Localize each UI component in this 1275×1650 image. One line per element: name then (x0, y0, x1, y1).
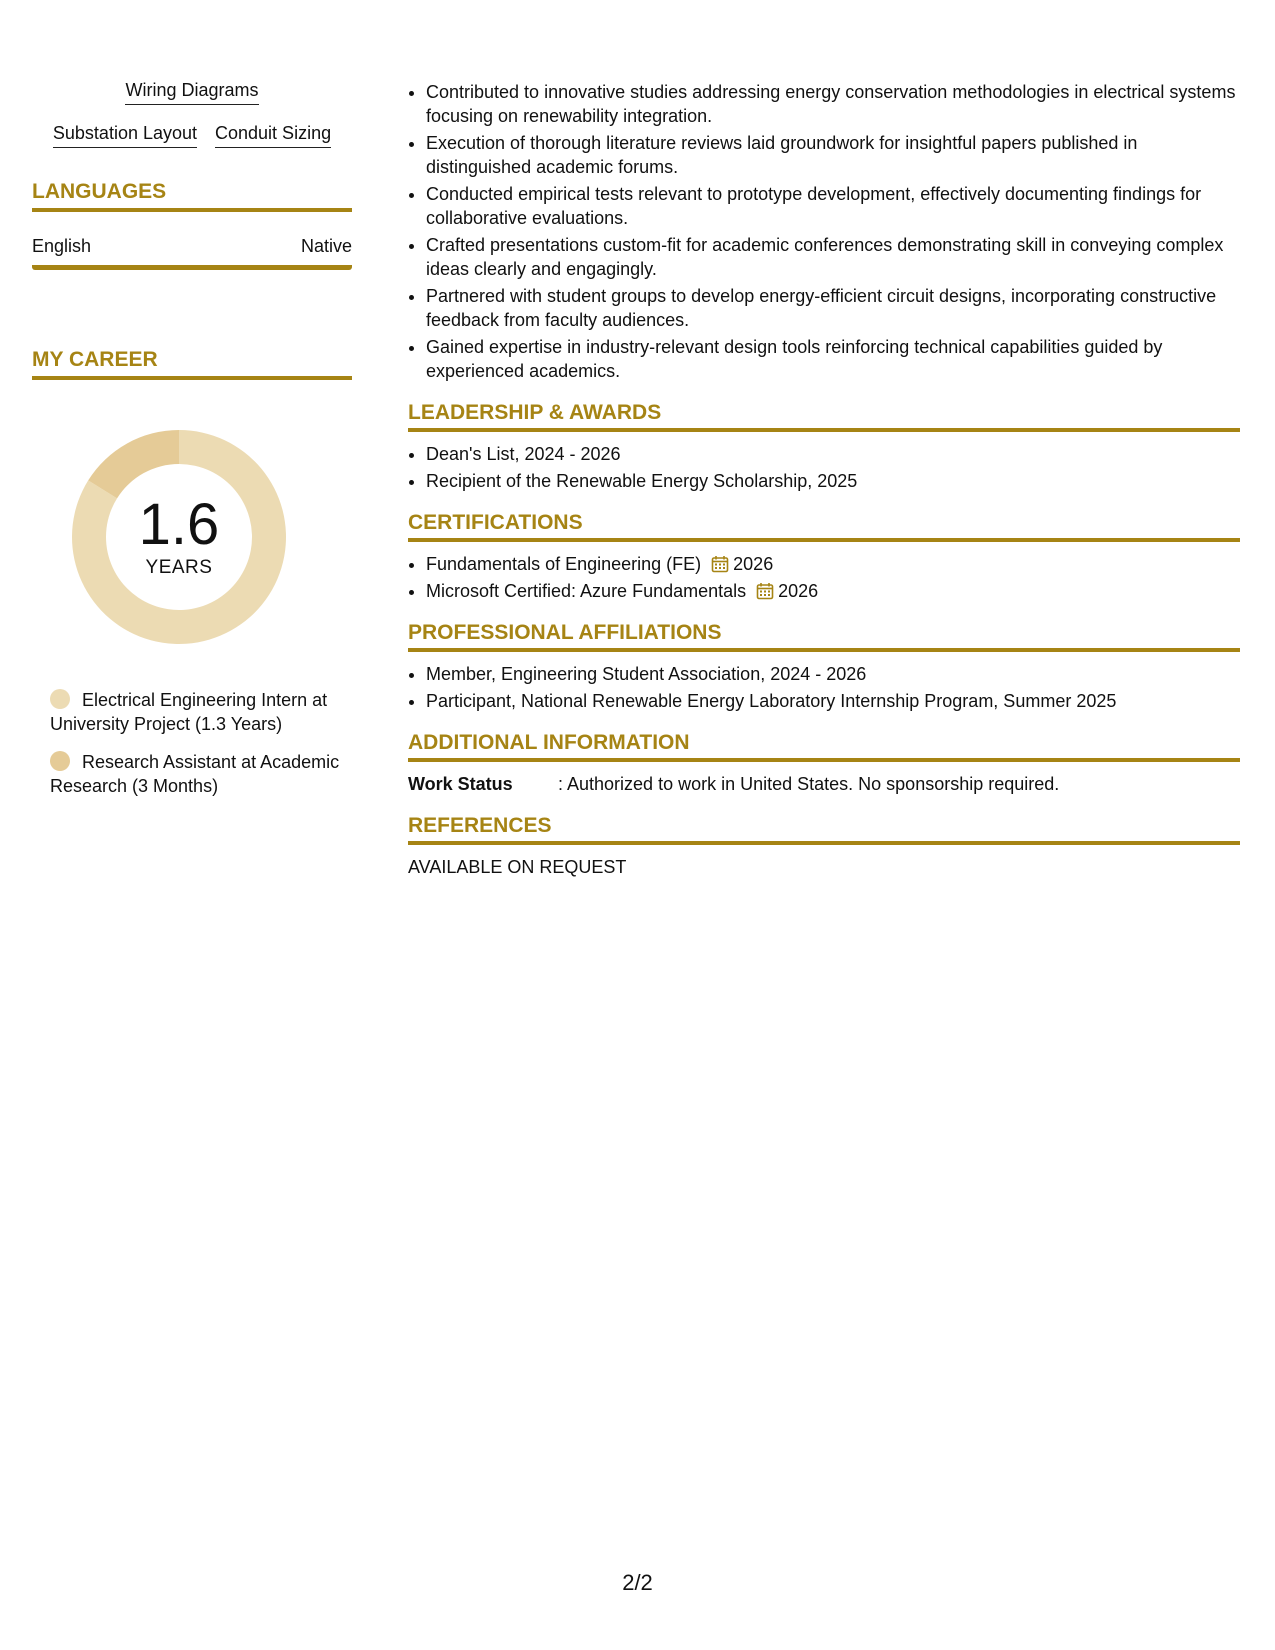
page-number: 2/2 (622, 1570, 653, 1595)
experience-bullet: • Conducted empirical tests relevant to prototype development, effectively documenting findings for collaborative evaluations. (426, 182, 1240, 230)
affiliations-list (408, 662, 1240, 713)
right-column (408, 80, 1240, 879)
affiliations-section (408, 621, 1240, 713)
experience-bullet: • Crafted presentations custom-fit for academic conferences demonstrating skill in conveying complex ideas clearly and engagingly. (426, 233, 1240, 281)
references-text: AVAILABLE ON REQUEST (408, 857, 627, 877)
skills-row (32, 78, 352, 105)
legend-label: Research Assistant at Academic Research (3 Months) (50, 752, 340, 796)
experience-bullet: • Contributed to innovative studies addressing energy conservation methodologies in electrical systems focusing on renewability integration. (426, 80, 1240, 128)
leadership-section (408, 401, 1240, 493)
career-total-value: 1.6 (138, 492, 220, 557)
additional-info-section (408, 731, 1240, 796)
experience-bullet: • Partnered with student groups to develop energy-efficient circuit designs, incorporating constructive feedback from faculty audiences. (426, 284, 1240, 332)
donut-center (66, 424, 292, 650)
certification-name: Microsoft Certified: Azure Fundamentals (426, 581, 747, 601)
certifications-section (408, 511, 1240, 603)
career-total-unit: YEARS (145, 557, 213, 578)
affiliation-item: • Member, Engineering Student Association, 2024 - 2026 (426, 662, 1240, 686)
additional-info-heading: ADDITIONAL INFORMATION (408, 731, 1240, 762)
certifications-list (408, 552, 1240, 603)
leadership-item: • Dean's List, 2024 - 2026 (426, 442, 1240, 466)
skill-tag: Wiring Diagrams (125, 78, 258, 105)
legend-label: Electrical Engineering Intern at University Project (1.3 Years) (50, 690, 328, 734)
skill-tag: Substation Layout (53, 121, 197, 148)
info-label: Work Status (408, 774, 513, 794)
experience-bullet: • Execution of thorough literature reviews laid groundwork for insightful papers published in distinguished academic forums. (426, 131, 1240, 179)
career-section (32, 348, 352, 798)
calendar-icon (711, 555, 729, 573)
experience-bullets (408, 80, 1240, 383)
skills-block (32, 78, 352, 148)
certification-item (426, 579, 1240, 603)
certifications-heading: CERTIFICATIONS (408, 511, 1240, 542)
languages-section (32, 180, 352, 270)
language-row (32, 236, 352, 270)
calendar-icon (756, 582, 774, 600)
left-column (32, 78, 352, 812)
certification-year: 2026 (733, 554, 774, 574)
certification-item (426, 552, 1240, 576)
skills-row (32, 121, 352, 148)
leadership-item: • Recipient of the Renewable Energy Scholarship, 2025 (426, 469, 1240, 493)
career-donut-chart (66, 424, 292, 650)
career-legend (50, 688, 340, 798)
leadership-list (408, 442, 1240, 493)
leadership-heading: LEADERSHIP & AWARDS (408, 401, 1240, 432)
legend-dot (50, 689, 70, 709)
info-row (408, 772, 1240, 796)
languages-heading: LANGUAGES (32, 180, 352, 212)
skill-tag: Conduit Sizing (215, 121, 331, 148)
affiliations-heading: PROFESSIONAL AFFILIATIONS (408, 621, 1240, 652)
legend-item (50, 688, 340, 736)
references-section (408, 814, 1240, 879)
info-value: : Authorized to work in United States. No sponsorship required. (558, 774, 1060, 794)
legend-item (50, 750, 340, 798)
experience-bullet: • Gained expertise in industry-relevant design tools reinforcing technical capabilities guided by experienced academics. (426, 335, 1240, 383)
career-heading: MY CAREER (32, 348, 352, 380)
legend-dot (50, 751, 70, 771)
affiliation-item: • Participant, National Renewable Energy Laboratory Internship Program, Summer 2025 (426, 689, 1240, 713)
language-level: Native (300, 236, 352, 256)
references-heading: REFERENCES (408, 814, 1240, 845)
certification-name: Fundamentals of Engineering (FE) (426, 554, 702, 574)
certification-year: 2026 (778, 581, 819, 601)
language-name: English (32, 236, 92, 256)
